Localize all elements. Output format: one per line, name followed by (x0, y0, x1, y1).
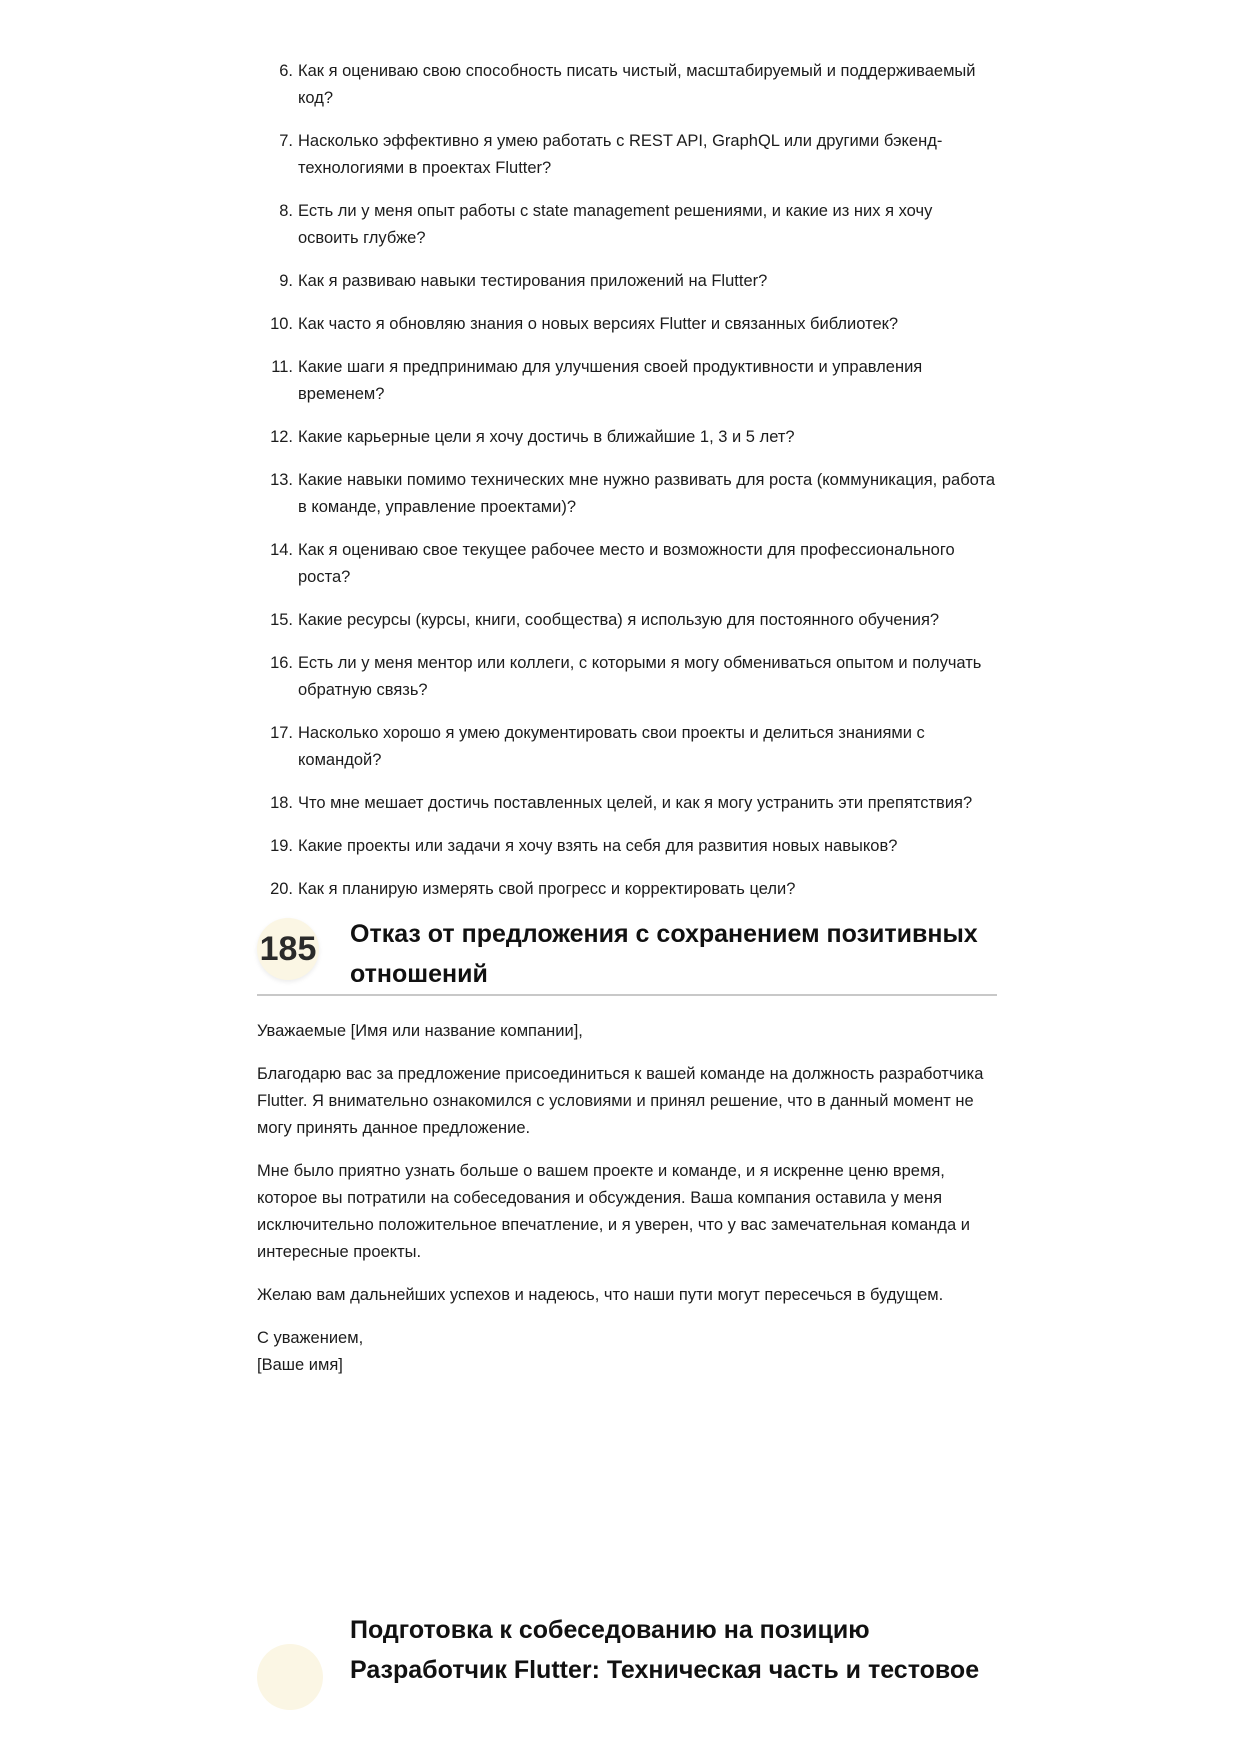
section-185 (257, 914, 997, 1395)
list-item (257, 790, 997, 817)
list-item-number: 16. (270, 654, 293, 672)
list-item (257, 311, 997, 338)
list-item (257, 607, 997, 634)
list-item-number: 7. (279, 132, 293, 150)
list-item (257, 354, 997, 408)
letter-closing: С уважением, (257, 1329, 364, 1347)
list-item-text: Есть ли у меня опыт работы с state management решениями, и какие из них я хочу освоить глубже? (298, 202, 933, 247)
list-item-number: 6. (279, 62, 293, 80)
list-item-text: Какие карьерные цели я хочу достичь в ближайшие 1, 3 и 5 лет? (298, 428, 795, 446)
list-item (257, 537, 997, 591)
letter-paragraph: Мне было приятно узнать больше о вашем проекте и команде, и я искренне ценю время, которое вы потратили на собеседования и обсуждения. Ваша компания оставила у меня исключительно положительное впечатление, и я уверен, что у вас замечательная команда и интересные проекты. (257, 1162, 971, 1261)
letter-paragraph: Благодарю вас за предложение присоединиться к вашей команде на должность разработчика Flutter. Я внимательно ознакомился с условиями и принял решение, что в данный момент не могу принять данное предложение. (257, 1065, 984, 1137)
section-number-badge (257, 1644, 323, 1710)
list-item-number: 18. (270, 794, 293, 812)
list-item (257, 467, 997, 521)
list-item-text: Есть ли у меня ментор или коллеги, с которыми я могу обмениваться опытом и получать обратную связь? (298, 654, 982, 699)
list-item-number: 8. (279, 202, 293, 220)
list-item-text: Как я оцениваю свою способность писать чистый, масштабируемый и поддерживаемый код? (298, 62, 976, 107)
list-item-text: Что мне мешает достичь поставленных целей, и как я могу устранить эти препятствия? (298, 794, 973, 812)
list-item (257, 128, 997, 182)
list-item-text: Как я планирую измерять свой прогресс и корректировать цели? (298, 880, 796, 898)
list-item-number: 12. (270, 428, 293, 446)
questions-list (257, 58, 997, 919)
list-item-number: 11. (271, 358, 293, 376)
list-item-number: 17. (270, 724, 293, 742)
section-number-badge: 185 (257, 918, 319, 980)
list-item-number: 9. (279, 272, 293, 290)
letter-signature: [Ваше имя] (257, 1356, 343, 1374)
list-item-number: 19. (270, 837, 293, 855)
section-header (257, 1610, 997, 1690)
list-item (257, 720, 997, 774)
list-item (257, 58, 997, 112)
list-item (257, 268, 997, 295)
list-item (257, 198, 997, 252)
list-item-text: Как я оцениваю свое текущее рабочее место и возможности для профессионального роста? (298, 541, 955, 586)
list-item-number: 20. (270, 880, 293, 898)
list-item-number: 15. (270, 611, 293, 629)
list-item-text: Как часто я обновляю знания о новых версиях Flutter и связанных библиотек? (298, 315, 899, 333)
letter-paragraph: Желаю вам дальнейших успехов и надеюсь, что наши пути могут пересечься в будущем. (257, 1286, 944, 1304)
list-item-number: 10. (270, 315, 293, 333)
list-item-number: 13. (270, 471, 293, 489)
list-item-text: Какие ресурсы (курсы, книги, сообщества) я использую для постоянного обучения? (298, 611, 940, 629)
list-item-text: Какие навыки помимо технических мне нужно развивать для роста (коммуникация, работа в команде, управление проектами)? (298, 471, 996, 516)
list-item-text: Какие шаги я предпринимаю для улучшения своей продуктивности и управления временем? (298, 358, 923, 403)
section-title: Подготовка к собеседованию на позицию Разработчик Flutter: Техническая часть и тестовое (350, 1616, 980, 1684)
list-item-text: Насколько хорошо я умею документировать свои проекты и делиться знаниями с командой? (298, 724, 925, 769)
list-item (257, 876, 997, 903)
list-item-text: Как я развиваю навыки тестирования приложений на Flutter? (298, 272, 768, 290)
section-header (257, 914, 997, 996)
letter-greeting: Уважаемые [Имя или название компании], (257, 1022, 583, 1040)
section-next (257, 1610, 997, 1690)
list-item (257, 424, 997, 451)
letter-body (257, 1018, 997, 1379)
section-title: Отказ от предложения с сохранением позитивных отношений (350, 920, 978, 988)
list-item (257, 833, 997, 860)
list-item-text: Какие проекты или задачи я хочу взять на себя для развития новых навыков? (298, 837, 898, 855)
list-item-text: Насколько эффективно я умею работать с REST API, GraphQL или другими бэкенд-технологиями в проектах Flutter? (298, 132, 943, 177)
list-item (257, 650, 997, 704)
list-item-number: 14. (270, 541, 293, 559)
